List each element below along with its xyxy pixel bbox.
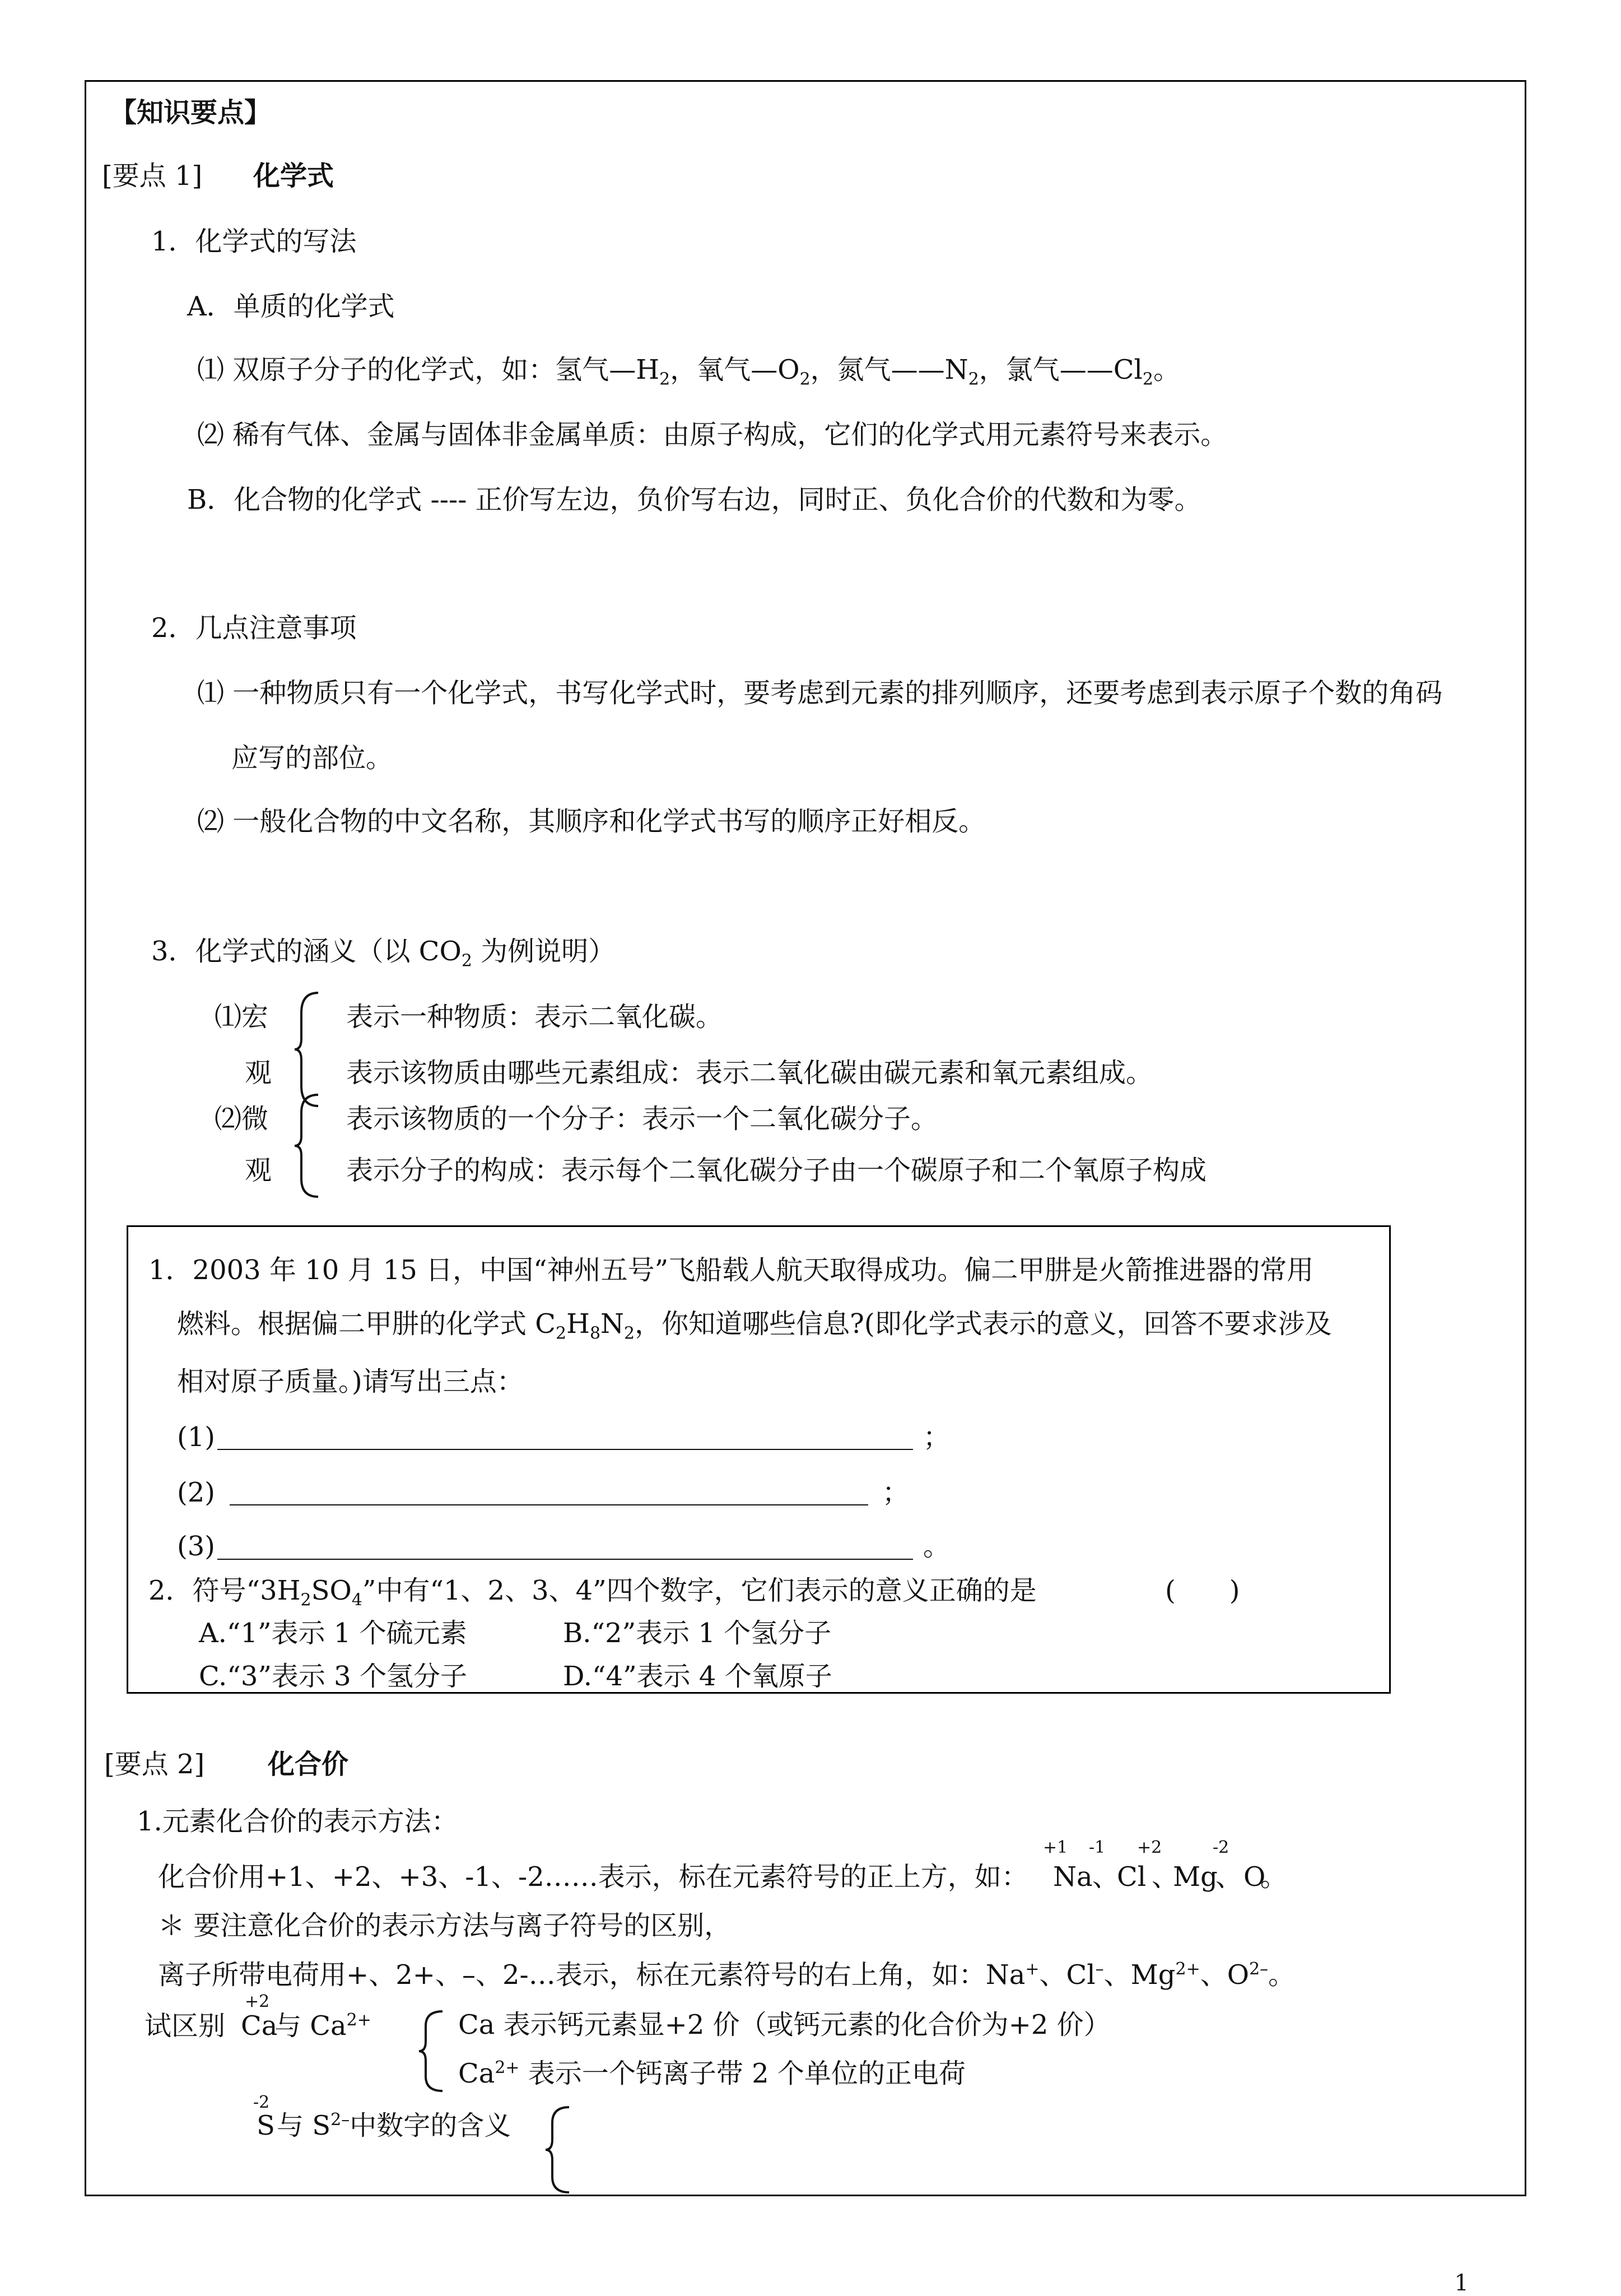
- s-brace: [544, 2105, 572, 2195]
- p2-note: ＊ 要注意化合价的表示方法与离子符号的区别，: [158, 1910, 732, 1941]
- micro-label-2: 观: [245, 1155, 272, 1186]
- valence-mg: Mg: [1173, 1861, 1218, 1893]
- micro-item-1: 表示该物质的一个分子：表示一个二氧化碳分子。: [346, 1103, 938, 1135]
- micro-item-2: 表示分子的构成：表示每个二氧化碳分子由一个碳原子和二个氧原子构成: [346, 1155, 1207, 1186]
- blank-1-label: (1): [177, 1421, 215, 1453]
- blank-3-end: 。: [923, 1531, 951, 1562]
- blank-3-line[interactable]: [217, 1559, 913, 1560]
- macro-item-1: 表示一种物质：表示二氧化碳。: [346, 1001, 723, 1033]
- valence-end: 。: [1260, 1861, 1288, 1893]
- option-a: A.“1”表示 1 个硫元素: [199, 1618, 467, 1649]
- valence-na-val: +1: [1043, 1838, 1068, 1857]
- p1-a2-line: ⑵ 稀有气体、金属与固体非金属单质：由原子构成，它们的化学式用元素符号来表示。: [197, 419, 1228, 450]
- option-d: D.“4”表示 4 个氧原子: [563, 1661, 832, 1692]
- p2-ion-line: 离子所带电荷用+、2+、–、2-…表示，标在元素符号的右上角，如：Na+、Cl–、$Mg^{2+}$、$O^{2-}$。: [158, 1959, 1296, 1991]
- blank-1-end: ；: [923, 1421, 951, 1453]
- blank-2-end: ；: [882, 1477, 910, 1508]
- point1-tag: [要点 1]: [102, 160, 203, 192]
- point2-tag: [要点 2]: [104, 1749, 205, 1780]
- p1-b-line: B．化合物的化学式 ---- 正价写左边，负价写右边，同时正、负化合价的代数和为零。: [187, 484, 1201, 515]
- diff-right-1: Ca 表示钙元素显+2 价（或钙元素的化合价为+2 价）: [458, 2009, 1111, 2041]
- diff-pre: 试区别: [145, 2010, 226, 2042]
- s-ion-text: 与 $S^{2-}$中数字的含义: [277, 2110, 511, 2141]
- p2-s1-title: 1.元素化合价的表示方法：: [137, 1806, 458, 1837]
- valence-sep2: 、: [1152, 1861, 1179, 1893]
- micro-label-1: ⑵微: [215, 1103, 269, 1135]
- blank-2-label: (2): [177, 1477, 215, 1508]
- valence-cl: Cl: [1117, 1861, 1147, 1893]
- diff-right-2: $Ca^{2+}$ 表示一个钙离子带 2 个单位的正电荷: [458, 2058, 966, 2089]
- point1-title: 化学式: [253, 160, 334, 192]
- valence-cl-val: -1: [1089, 1838, 1106, 1857]
- diff-ca: Ca: [241, 2010, 278, 2042]
- p1-s3-title: 3．化学式的涵义（以 $CO_2$ 为例说明）: [151, 936, 616, 971]
- ex-q2-line: 2．符号“$3H_2SO_4$”中有“1、2、3、4”四个数字，它们表示的意义正确的是: [148, 1575, 1037, 1610]
- p1-n2-line: ⑵ 一般化合物的中文名称，其顺序和化学式书写的顺序正好相反。: [197, 806, 986, 837]
- s-symbol: S: [257, 2110, 275, 2141]
- micro-brace: [294, 1093, 322, 1199]
- valence-mg-val: +2: [1137, 1838, 1162, 1857]
- diff-ca-ion: 与 $Ca^{2+}$: [274, 2010, 371, 2042]
- valence-o-val: -2: [1213, 1838, 1229, 1857]
- valence-sep3: 、: [1215, 1861, 1243, 1893]
- p1-n1-line1: ⑴ 一种物质只有一个化学式，书写化学式时，要考虑到元素的排列顺序，还要考虑到表示原子个数的角码: [197, 677, 1443, 709]
- p2-valence-line: 化合价用+1、+2、+3、-1、-2……表示，标在元素符号的正上方，如：: [158, 1861, 1028, 1893]
- s-valence: -2: [253, 2093, 270, 2112]
- option-c: C.“3”表示 3 个氢分子: [199, 1661, 467, 1692]
- valence-sep1: 、: [1092, 1861, 1120, 1893]
- blank-2-line[interactable]: [230, 1504, 868, 1505]
- valence-na: Na: [1053, 1861, 1093, 1893]
- section-title: 【知识要点】: [110, 97, 272, 128]
- p1-n1-line2: 应写的部位。: [231, 742, 393, 774]
- page-number: 1: [1454, 2270, 1469, 2296]
- blank-3-label: (3): [177, 1531, 215, 1562]
- p1-s1-title: 1．化学式的写法: [151, 226, 357, 257]
- point2-title: 化合价: [268, 1749, 349, 1780]
- macro-label-2: 观: [245, 1057, 272, 1089]
- p1-s2-title: 2．几点注意事项: [151, 612, 357, 644]
- ex-q1-line3: 相对原子质量。)请写出三点：: [177, 1366, 524, 1397]
- ex-q1-line2: 燃料。根据偏二甲肼的化学式 $C_2H_8N_2$，你知道哪些信息?(即化学式表示的意义，回答不要求涉及: [177, 1308, 1332, 1344]
- macro-label-1: ⑴宏: [215, 1001, 269, 1033]
- blank-1-line[interactable]: [217, 1449, 913, 1450]
- valence-o: O: [1243, 1861, 1266, 1893]
- diff-ca-valence: +2: [245, 1992, 270, 2011]
- p1-a1-line: ⑴ 双原子分子的化学式，如：氢气$—H_2$，氧气$—O_2$，氮气$——N_2$，氯气$——Cl_2$。: [197, 354, 1180, 389]
- option-b: B.“2”表示 1 个氢分子: [563, 1618, 832, 1649]
- ex-q1-line1: 1．2003 年 10 月 15 日，中国“神州五号”飞船载人航天取得成功。偏二甲肼是火箭推进器的常用: [148, 1254, 1314, 1286]
- ex-q2-paren: ( ): [1165, 1575, 1240, 1606]
- macro-item-2: 表示该物质由哪些元素组成：表示二氧化碳由碳元素和氧元素组成。: [346, 1057, 1153, 1089]
- p1-a-title: A．单质的化学式: [187, 291, 395, 322]
- macro-brace: [294, 991, 322, 1108]
- diff-brace: [418, 2009, 446, 2093]
